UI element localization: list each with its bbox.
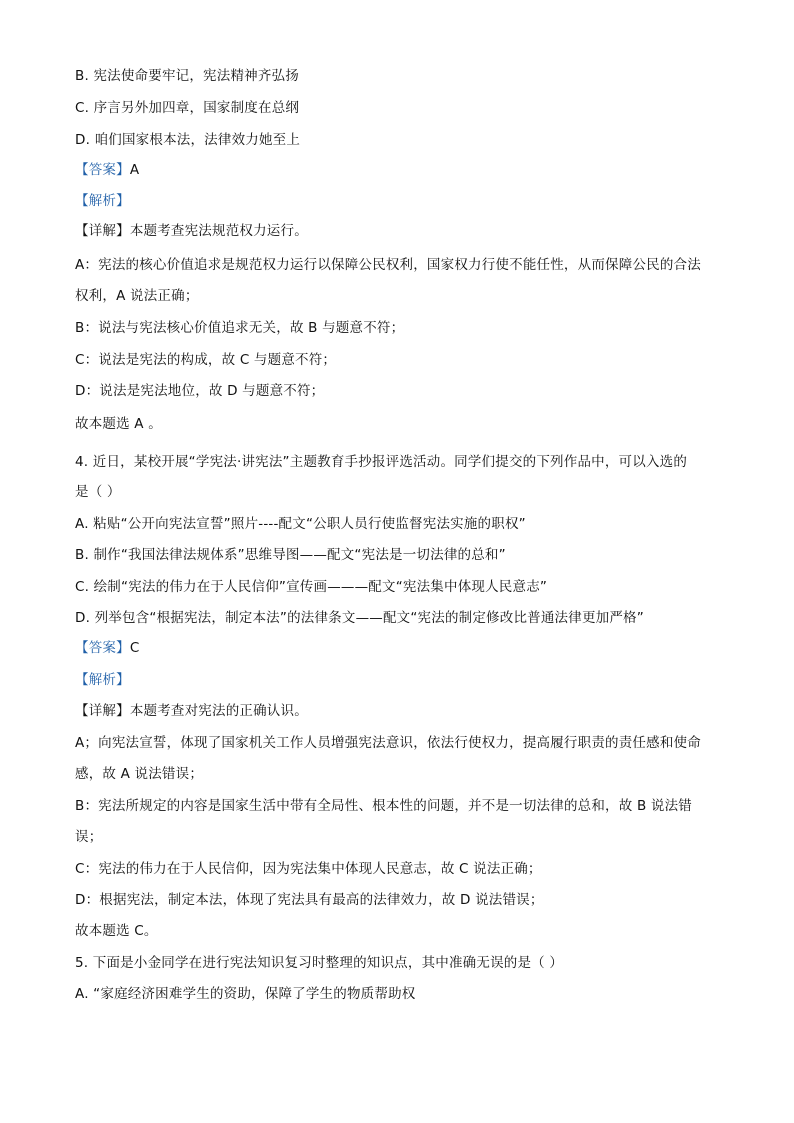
q3-analysis-tag (75, 191, 130, 211)
q3-answer (75, 160, 139, 180)
q4-stem-line2: 是（ ） (75, 484, 121, 500)
q3-explanation-d: D：说法是宪法地位，故 D 与题意不符； (75, 383, 325, 399)
analysis-tag: 【解析】 (75, 672, 130, 688)
q4-answer (75, 638, 139, 658)
answer-tag: 【答案】 (75, 640, 130, 656)
analysis-tag: 【解析】 (75, 193, 130, 209)
answer-tag: 【答案】 (75, 162, 130, 178)
detail-text: 本题考查对宪法的正确认识。 (129, 703, 308, 719)
q4-option-c: C. 绘制“宪法的伟力在于人民信仰”宣传画———配文“宪法集中体现人民意志” (75, 579, 548, 595)
detail-tag: 【详解】 (75, 223, 130, 239)
detail-tag: 【详解】 (75, 703, 130, 719)
detail-text: 本题考查宪法规范权力运行。 (129, 223, 308, 239)
answer-value: A (129, 162, 140, 178)
q4-option-a: A. 粘贴“公开向宪法宣誓”照片----配文“公职人员行使监督宪法实施的职权” (75, 516, 526, 532)
q5-option-a: A. “家庭经济困难学生的资助，保障了学生的物质帮助权 (75, 986, 416, 1002)
q3-explanation-c: C：说法是宪法的构成，故 C 与题意不符； (75, 352, 337, 368)
q4-stem-line1: 4. 近日，某校开展“学宪法·讲宪法”主题教育手抄报评选活动。同学们提交的下列作品中，可以入选的 (75, 454, 688, 470)
q4-explanation-a-line2: 感，故 A 说法错误； (75, 766, 204, 782)
q4-explanation-b-line2: 误； (75, 829, 103, 845)
q3-explanation-a-line1: A：宪法的核心价值追求是规范权力运行以保障公民权利，国家权力行使不能任性，从而保障公民的合法 (75, 257, 701, 273)
q3-conclusion: 故本题选 A 。 (75, 416, 162, 432)
q4-analysis-tag (75, 670, 130, 690)
q4-option-d: D. 列举包含“根据宪法，制定本法”的法律条文——配文“宪法的制定修改比普通法律更加严格” (75, 610, 644, 626)
q4-explanation-a-line1: A；向宪法宣誓，体现了国家机关工作人员增强宪法意识，依法行使权力，提高履行职责的责任感和使命 (75, 735, 701, 751)
q4-explanation-d: D：根据宪法，制定本法，体现了宪法具有最高的法律效力，故 D 说法错误； (75, 892, 544, 908)
q4-explanation-b-line1: B：宪法所规定的内容是国家生活中带有全局性、根本性的问题，并不是一切法律的总和，故 B 说法错 (75, 798, 693, 814)
q4-conclusion: 故本题选 C。 (75, 923, 158, 939)
q3-option-d: D. 咱们国家根本法，法律效力她至上 (75, 132, 301, 148)
q5-stem: 5. 下面是小金同学在进行宪法知识复习时整理的知识点，其中准确无误的是（ ） (75, 955, 564, 971)
q3-explanation-b: B：说法与宪法核心价值追求无关，故 B 与题意不符； (75, 320, 405, 336)
q3-option-b: B. 宪法使命要牢记，宪法精神齐弘扬 (75, 68, 299, 84)
q3-detail (75, 221, 308, 241)
answer-value: C (129, 640, 140, 656)
q3-option-c: C. 序言另外加四章，国家制度在总纲 (75, 100, 300, 116)
q4-explanation-c: C：宪法的伟力在于人民信仰，因为宪法集中体现人民意志，故 C 说法正确； (75, 861, 542, 877)
q4-option-b: B. 制作“我国法律法规体系”思维导图——配文“宪法是一切法律的总和” (75, 547, 506, 563)
q4-detail (75, 701, 308, 721)
q3-explanation-a-line2: 权利，A 说法正确； (75, 288, 199, 304)
